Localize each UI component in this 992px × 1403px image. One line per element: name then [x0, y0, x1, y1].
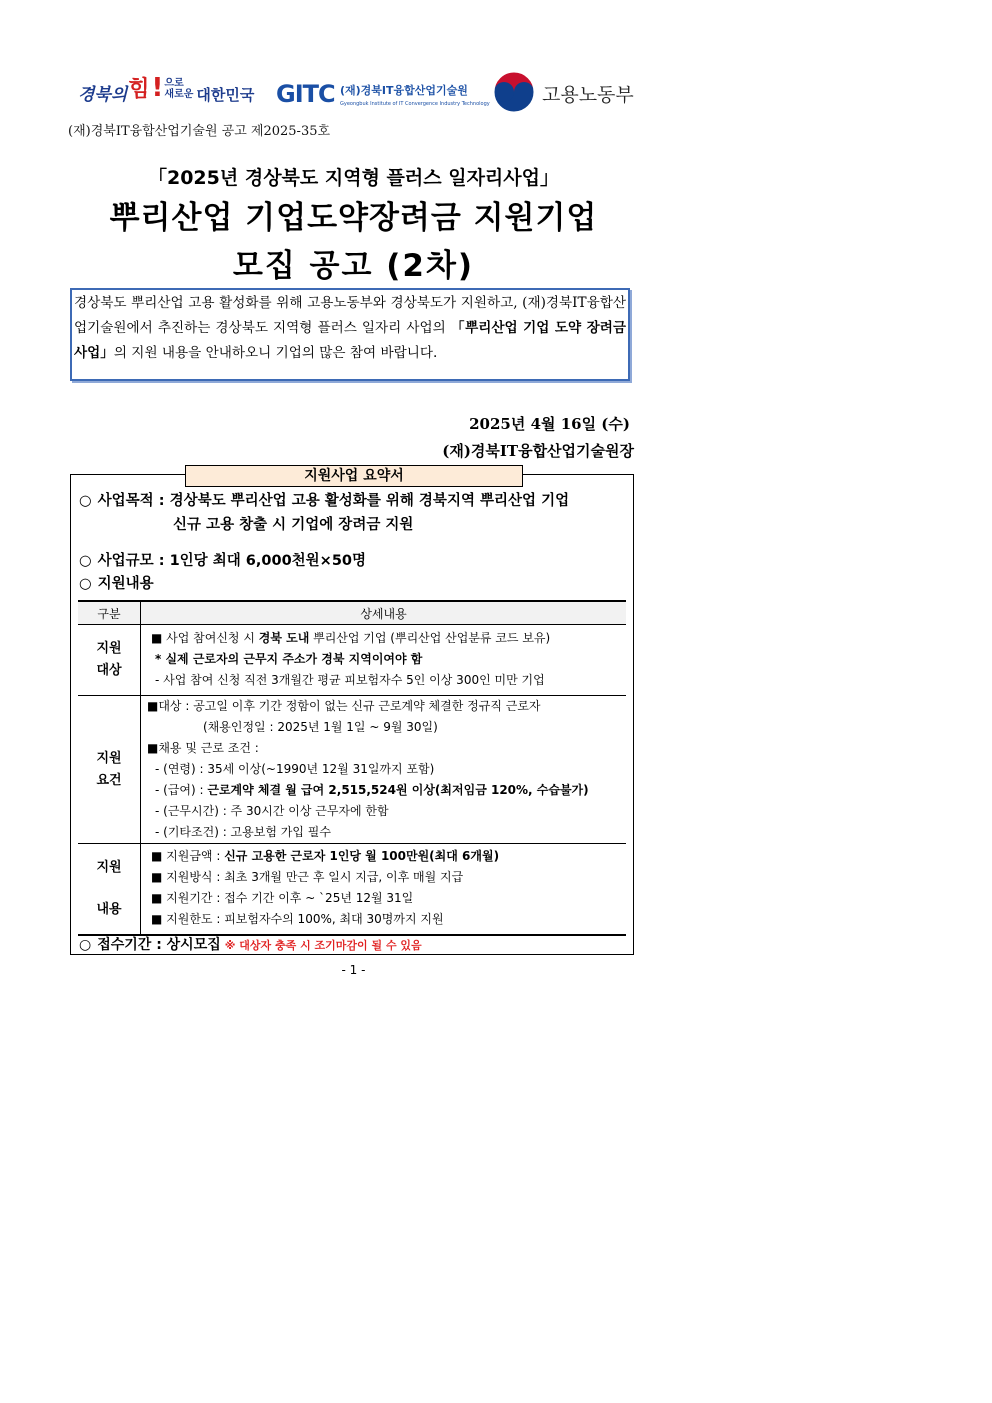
- table-row: 지원 요건 ■대상 : 공고일 이후 기간 정함이 없는 신규 근로계약 체결한 정규직 근로자 (채용인정일 : 2025년 1월 1일 ~ 9월 30일) ■채용 및 근로 조건 : - (연령) : 35세 이상(~1990년 12월 31일까지 포함) - (급여) : 근로계약 체결 월 급여 2,515,524원 이상(최저임금 120%, 수습불가) - (근무시간) : 주 30시간 이상 근무자에 한함 - (기타조건) : 고용보험 가입 필수: [78, 696, 626, 844]
- page-title-line1: 뿌리산업 기업도약장려금 지원기업: [109, 200, 598, 236]
- taegeuk-icon: [492, 70, 536, 114]
- detail-line: ■ 지원방식 : 최초 3개월 만근 후 일시 지급, 이후 매월 지급: [151, 870, 464, 884]
- business-scale: ○ 사업규모 : 1인당 최대 6,000천원×50명: [79, 553, 367, 569]
- notice-number: (재)경북IT융합산업기술원 공고 제2025-35호: [68, 124, 331, 139]
- gitc-mark: GITC: [276, 80, 335, 108]
- detail-line: * 실제 근로자의 근무지 주소가 경북 지역이여야 함: [155, 652, 423, 666]
- project-subtitle: 「2025년 경상북도 지역형 플러스 일자리사업」: [147, 167, 559, 189]
- detail-line: - (급여) : 근로계약 체결 월 급여 2,515,524원 이상(최저임금 120%, 수습불가): [155, 783, 589, 797]
- page-title-line2: 모집 공고 (2차): [232, 248, 475, 284]
- support-detail-table: [78, 600, 626, 936]
- gitc-logo: [276, 80, 490, 108]
- header-logos: [78, 70, 638, 116]
- gitc-name-ko: (재)경북IT융합산업기술원: [340, 84, 468, 97]
- purpose-line2: 신규 고용 창출 시 기업에 장려금 지원: [173, 517, 414, 533]
- detail-line: ■ 지원금액 : 신규 고용한 근로자 1인당 월 100만원(최대 6개월): [151, 849, 500, 863]
- reception-period: ○ 접수기간 : 상시모집 ※ 대상자 충족 시 조기마감이 될 수 있음: [79, 937, 422, 953]
- detail-line: - (연령) : 35세 이상(~1990년 12월 31일까지 포함): [155, 762, 435, 776]
- moel-name: 고용노동부: [542, 84, 634, 106]
- page-number: - 1 -: [341, 963, 366, 977]
- summary-title: 지원사업 요약서: [185, 465, 523, 487]
- detail-line: - 사업 참여 신청 직전 3개월간 평균 피보험자수 5인 이상 300인 미만 기업: [155, 673, 545, 687]
- detail-line: - (근무시간) : 주 30시간 이상 근무자에 한함: [155, 804, 389, 818]
- detail-line: ■대상 : 공고일 이후 기간 정함이 없는 신규 근로계약 체결한 정규직 근로자: [147, 699, 541, 713]
- gitc-name-en: Gyeongbuk Institute of IT Convergence Industry Technology: [340, 101, 490, 107]
- purpose-line1: ○ 사업목적 : 경상북도 뿌리산업 고용 활성화를 위해 경북지역 뿌리산업 기업: [79, 493, 570, 509]
- detail-line: - (기타조건) : 고용보험 가입 필수: [155, 825, 331, 839]
- notice-date: 2025년 4월 16일 (수): [469, 415, 630, 433]
- gyeongbuk-slogan-logo: 경북의힘!으로 새로운 대한민국: [78, 73, 255, 105]
- issuer: (재)경북IT융합산업기술원장: [442, 442, 634, 460]
- early-close-warning: ※ 대상자 충족 시 조기마감이 될 수 있음: [224, 939, 422, 952]
- detail-line: ■ 지원기간 : 접수 기간 이후 ~ `25년 12월 31일: [151, 891, 414, 905]
- table-row: 지원 내용 ■ 지원금액 : 신규 고용한 근로자 1인당 월 100만원(최대 6개월) ■ 지원방식 : 최초 3개월 만근 후 일시 지급, 이후 매월 지급 ■ 지원기간 : 접수 기간 이후 ~ `25년 12월 31일 ■ 지원한도 : 피보험자수의 100%, 최대 30명까지 지원: [78, 844, 626, 936]
- detail-line: ■ 지원한도 : 피보험자수의 100%, 최대 30명까지 지원: [151, 912, 444, 926]
- detail-line: (채용인정일 : 2025년 1월 1일 ~ 9월 30일): [203, 720, 438, 734]
- intro-box: 경상북도 뿌리산업 고용 활성화를 위해 고용노동부와 경상북도가 지원하고, (재)경북IT융합산업기술원에서 추진하는 경상북도 지역형 플러스 일자리 사업의 「뿌리산업 기업 도약 장려금 사업」의 지원 내용을 안내하오니 기업의 많은 참여 바랍니다.: [70, 288, 630, 381]
- content-heading: ○ 지원내용: [79, 576, 154, 592]
- detail-line: ■ 사업 참여신청 시 경북 도내 뿌리산업 기업 (뿌리산업 산업분류 코드 보유): [151, 631, 551, 645]
- summary-box: [70, 468, 634, 955]
- table-header: 구분: [78, 601, 141, 625]
- intro-emphasis: 「뿌리산업 기업 도약 장려금 사업」: [74, 320, 626, 361]
- table-row: 지원 대상 ■ 사업 참여신청 시 경북 도내 뿌리산업 기업 (뿌리산업 산업분류 코드 보유) * 실제 근로자의 근무지 주소가 경북 지역이여야 함 - 사업 참여 신청 직전 3개월간 평균 피보험자수 5인 이상 300인 미만 기업: [78, 625, 626, 696]
- detail-line: ■채용 및 근로 조건 :: [147, 741, 259, 755]
- table-header: 상세내용: [141, 601, 627, 625]
